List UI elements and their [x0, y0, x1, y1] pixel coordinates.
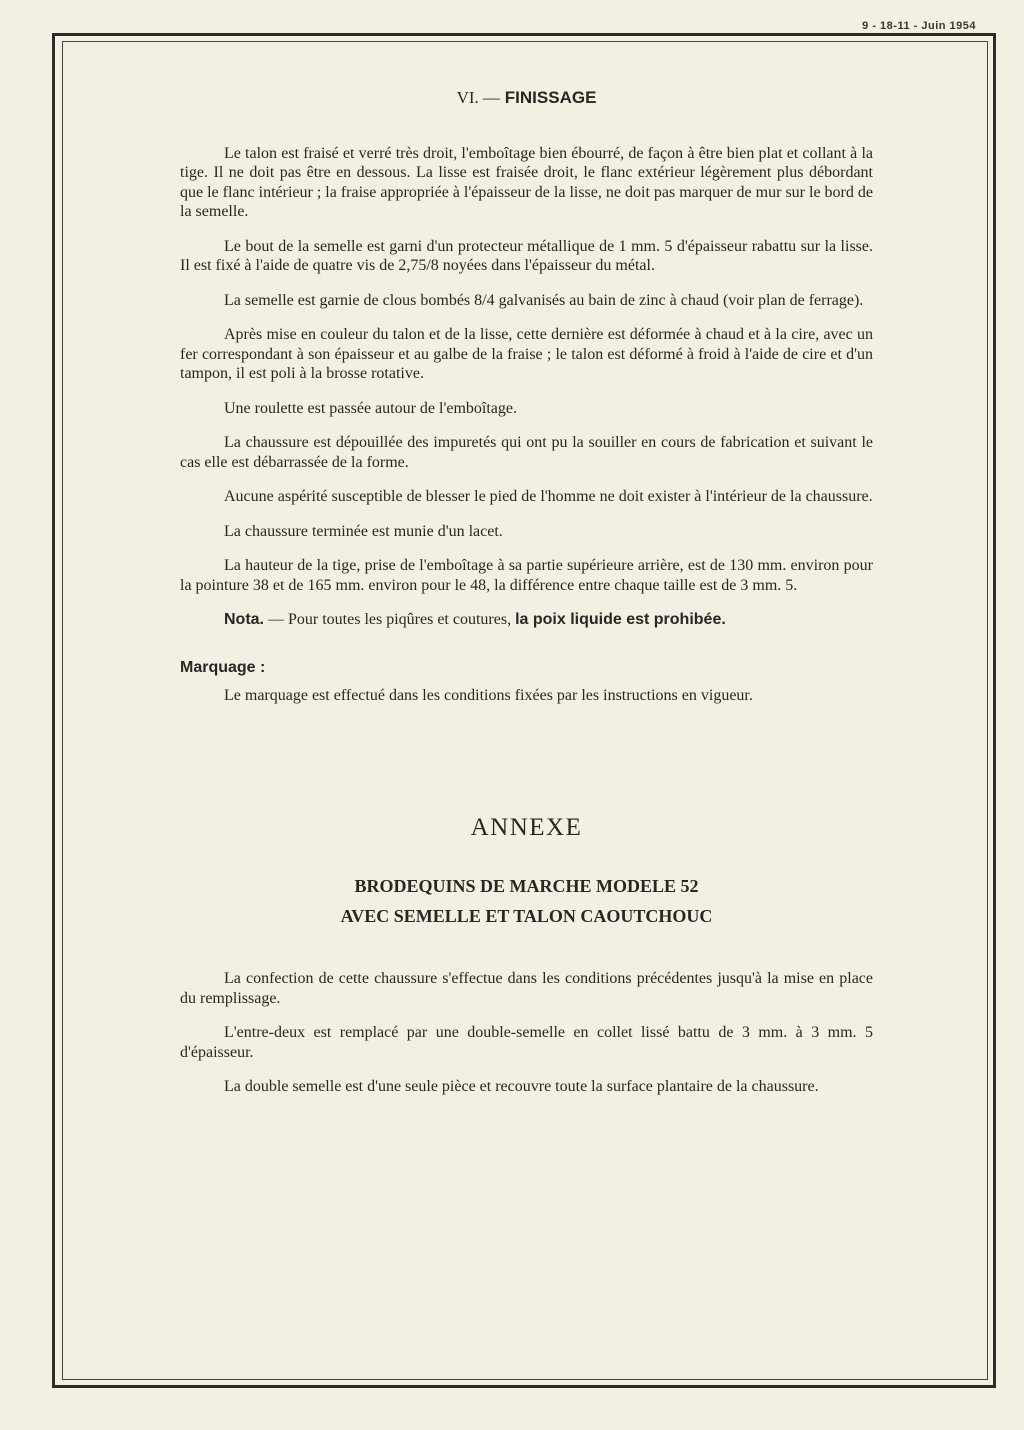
section-title: FINISSAGE	[504, 88, 597, 107]
annex-title: ANNEXE	[470, 813, 583, 841]
marquage-heading: Marquage :	[180, 658, 266, 676]
paragraph: La semelle est garnie de clous bombés 8/4 galvanisés au bain de zinc à chaud (voir plan de ferrage).	[224, 291, 864, 309]
paragraph: La chaussure terminée est munie d'un lacet.	[224, 522, 503, 540]
annex-paragraph: L'entre-deux est remplacé par une double-semelle en collet lissé battu de 3 mm. à 3 mm. 5 d'épaisseur.	[180, 1024, 873, 1061]
annex-subtitle	[180, 871, 873, 931]
paragraph: La hauteur de la tige, prise de l'emboîtage à sa partie supérieure arrière, est de 130 mm. environ pour la pointure 38 et de 165 mm. environ pour le 48, la différence entre chaque taille est de 3 mm. 5.	[180, 557, 873, 594]
annex-subtitle-line1: BRODEQUINS DE MARCHE MODELE 52	[354, 876, 699, 896]
section-heading	[180, 88, 873, 108]
paragraph: Aucune aspérité susceptible de blesser le pied de l'homme ne doit exister à l'intérieur de la chaussure.	[224, 488, 873, 505]
paragraph: Le talon est fraisé et verré très droit, l'emboîtage bien ébourré, de façon à être bien plat et collant à la tige. Il ne doit pas être en dessous. La lisse est fraisée droit, le flanc extérieur légèrement plus débordant que le flanc intérieur ; la fraise appropriée à l'épaisseur de la lisse, ne doit pas marquer de mur sur le bord de la semelle.	[180, 144, 873, 220]
document-body	[180, 88, 873, 1112]
paragraph: Une roulette est passée autour de l'emboîtage.	[224, 399, 517, 417]
section-number: VI. —	[456, 88, 501, 107]
marquage-paragraph: Le marquage est effectué dans les conditions fixées par les instructions en vigueur.	[224, 687, 753, 704]
nota-label: Nota.	[224, 611, 264, 628]
annex-subtitle-line2: AVEC SEMELLE ET TALON CAOUTCHOUC	[340, 906, 713, 926]
paragraph: Après mise en couleur du talon et de la lisse, cette dernière est déformée à chaud et à la cire, avec un fer correspondant à son épaisseur et au galbe de la fraise ; le talon est déformé à froid à l'aide de cire et d'un tampon, il est poli à la brosse rotative.	[180, 326, 873, 382]
paragraph: La chaussure est dépouillée des impuretés qui ont pu la souiller en cours de fabrication et suivant le cas elle est débarrassée de la forme.	[180, 434, 873, 471]
annex-paragraph: La double semelle est d'une seule pièce et recouvre toute la surface plantaire de la chaussure.	[224, 1078, 819, 1095]
annex-paragraph: La confection de cette chaussure s'effectue dans les conditions précédentes jusqu'à la mise en place du remplissage.	[180, 970, 873, 1007]
paragraph: Le bout de la semelle est garni d'un protecteur métallique de 1 mm. 5 d'épaisseur rabattu sur la lisse. Il est fixé à l'aide de quatre vis de 2,75/8 noyées dans l'épaisseur du métal.	[180, 237, 873, 274]
nota-paragraph	[180, 610, 873, 630]
page-reference: 9 - 18-11 - Juin 1954	[862, 20, 976, 32]
nota-text: — Pour toutes les piqûres et coutures,	[264, 611, 516, 628]
nota-emphasis: la poix liquide est prohibée.	[515, 611, 726, 628]
